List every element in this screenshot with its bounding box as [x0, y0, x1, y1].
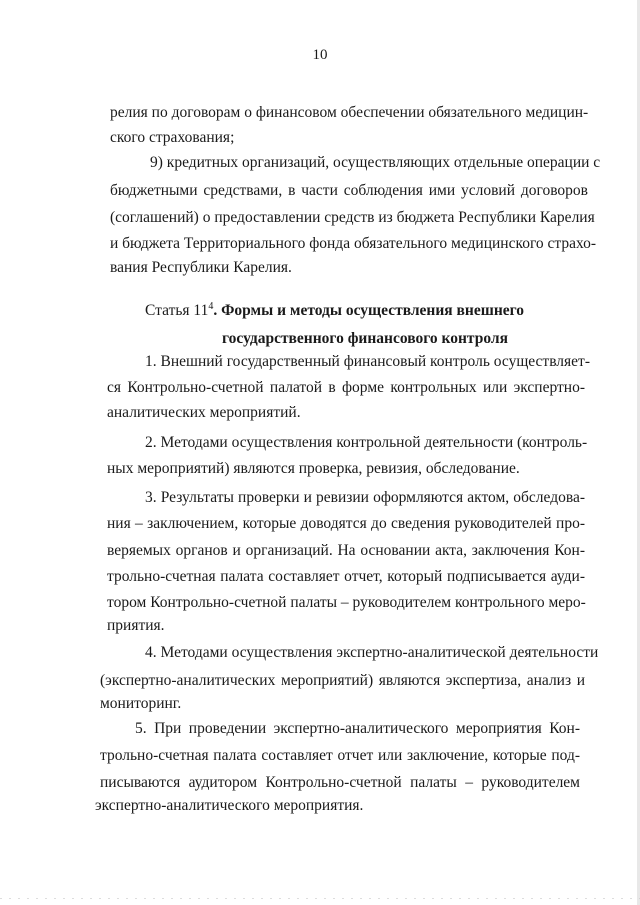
text-line: (соглашений) о предоставлении средств из бюджета Республики Карелия	[110, 209, 595, 226]
text-line: 5. При проведении экспертно-аналитического мероприятия Кон-	[135, 720, 580, 737]
text-line: писываются аудитором Контрольно-счетной палаты – руководителем	[100, 774, 580, 791]
text-line: 1. Внешний государственный финансовый контроль осуществляет-	[145, 353, 590, 370]
text-line: релия по договорам о финансовом обеспечении обязательного медицин-	[110, 104, 589, 121]
text-line: тором Контрольно-счетной палаты – руководителем контрольного меро-	[107, 594, 586, 611]
article-heading-line-2: государственного финансового контроля	[222, 330, 508, 347]
text-line: трольно-счетная палата составляет отчет, который подписывается ауди-	[107, 568, 585, 585]
text-line: бюджетными средствами, в части соблюдения ими условий договоров	[110, 182, 588, 199]
text-line: ся Контрольно-счетной палатой в форме контрольных или экспертно-	[107, 379, 585, 396]
text-line: (экспертно-аналитических мероприятий) являются экспертиза, анализ и	[100, 672, 585, 689]
text-line: 9) кредитных организаций, осуществляющих отдельные операции с	[150, 154, 601, 171]
text-line: мониторинг.	[100, 695, 182, 712]
article-title: . Формы и методы осуществления внешнего	[213, 302, 525, 319]
text-line: веряемых органов и организаций. На основании акта, заключения Кон-	[107, 542, 585, 559]
text-line: ных мероприятий) являются проверка, ревизия, обследование.	[107, 460, 520, 477]
text-line: аналитических мероприятий.	[107, 404, 301, 421]
text-line: ния – заключением, которые доводятся до сведения руководителей про-	[107, 515, 585, 532]
text-line: экспертно-аналитического мероприятия.	[95, 797, 364, 814]
text-line: 3. Результаты проверки и ревизии оформляются актом, обследова-	[145, 489, 585, 506]
text-line: приятия.	[107, 617, 165, 634]
text-line: 2. Методами осуществления контрольной деятельности (контроль-	[145, 434, 588, 451]
text-line: трольно-счетная палата составляет отчет или заключение, которые под-	[100, 747, 580, 764]
page-number: 10	[312, 47, 328, 63]
text-line: вания Республики Карелия.	[110, 259, 292, 276]
text-line: и бюджета Территориального фонда обязательного медицинского страхо-	[110, 235, 597, 252]
text-line: 4. Методами осуществления экспертно-аналитической деятельности	[145, 644, 599, 661]
article-superscript: 4	[208, 300, 214, 312]
scan-noise	[0, 898, 640, 899]
article-heading-line-1	[145, 301, 524, 321]
text-line: ского страхования;	[110, 129, 235, 146]
article-prefix: Статья 11	[145, 302, 209, 319]
